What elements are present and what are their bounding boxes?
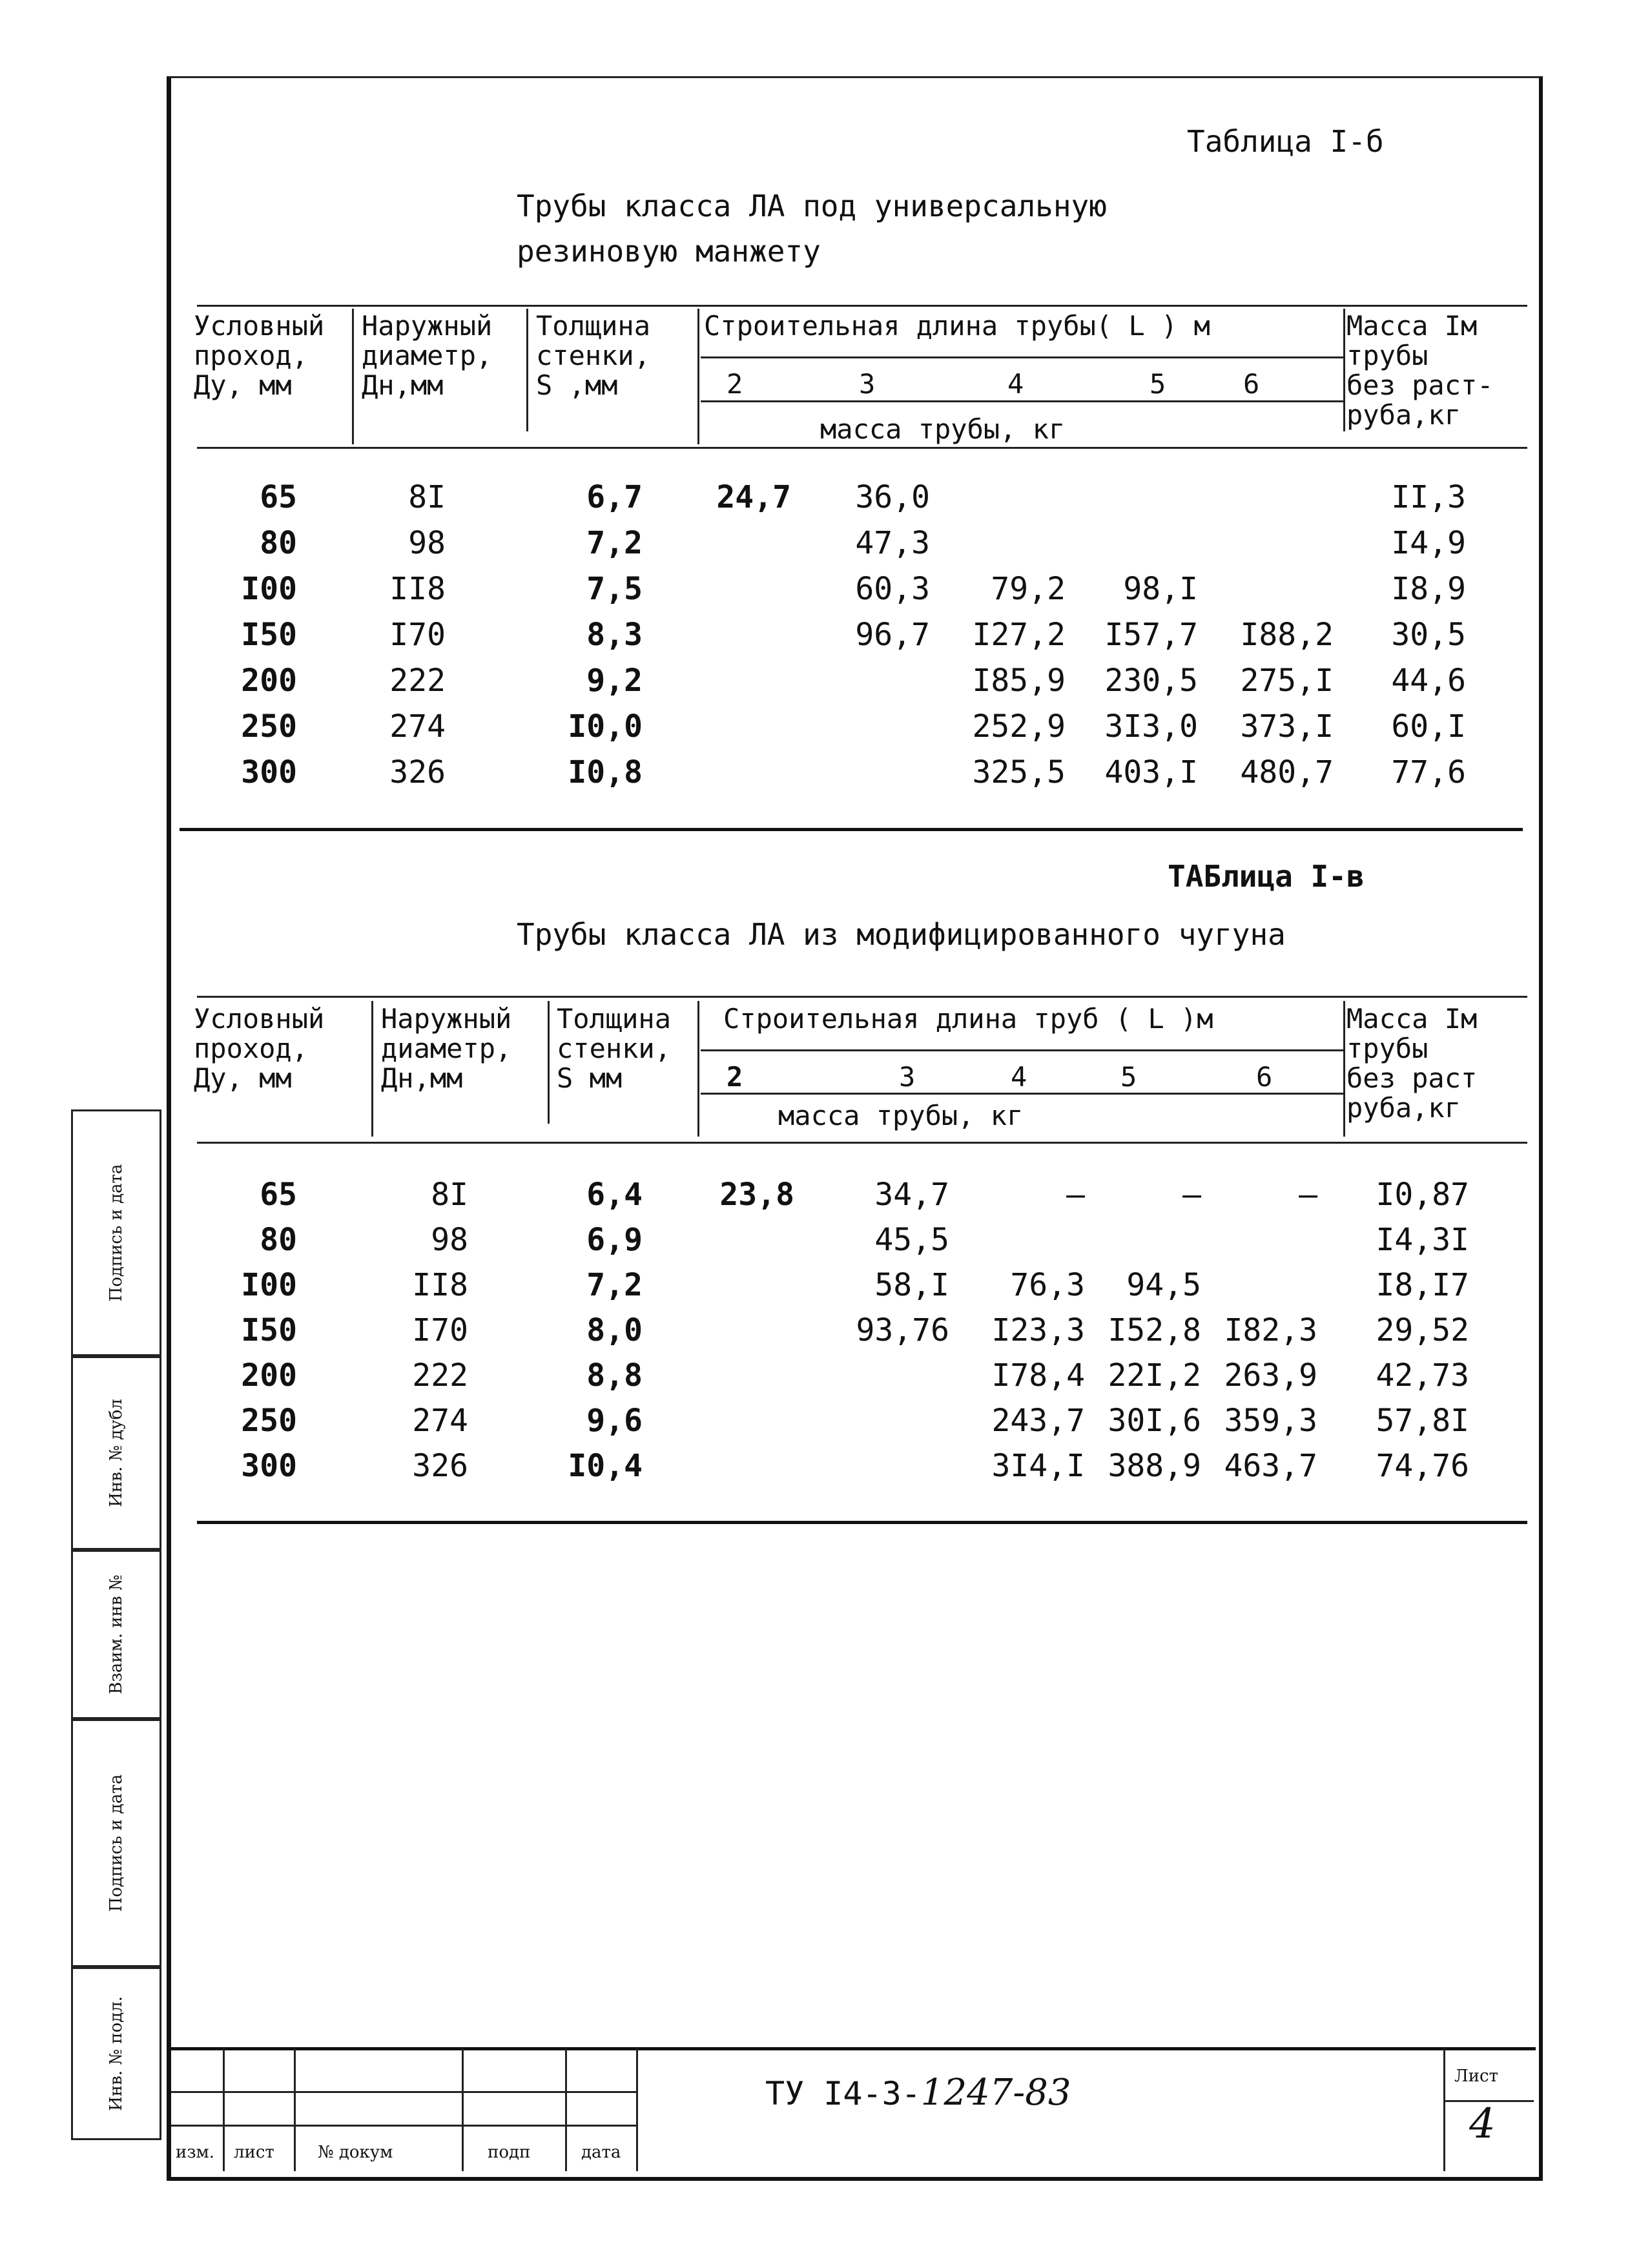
side-stamp-signature-date: Подпись и дата bbox=[71, 1109, 161, 1356]
table1-cell-m: 44,6 bbox=[1391, 663, 1466, 699]
table2-col-divider bbox=[1343, 1001, 1345, 1137]
table2-cell-m: 42,73 bbox=[1376, 1357, 1469, 1394]
table1-cell-du: 65 bbox=[260, 479, 297, 515]
table2-cell-l4: 3I4,I bbox=[991, 1448, 1085, 1484]
table1-col-divider bbox=[1343, 309, 1345, 431]
table1-cell-l3: 60,3 bbox=[855, 571, 930, 607]
table2-cell-l2: 23,8 bbox=[719, 1177, 794, 1213]
table2-col-divider bbox=[371, 1001, 373, 1137]
table2-cell-du: 300 bbox=[241, 1448, 297, 1484]
table1-cell-m: 77,6 bbox=[1391, 754, 1466, 790]
table1-cell-l6: 480,7 bbox=[1240, 754, 1334, 790]
table1-cell-l2: 24,7 bbox=[716, 479, 791, 515]
table1-header-mass-1m: Масса Iм трубы без раст- руба,кг bbox=[1346, 310, 1494, 431]
title-block-divider bbox=[223, 2048, 225, 2171]
side-stamp-vzaim-inv: Взаим. инв № bbox=[71, 1550, 161, 1719]
table2-bottom-rule bbox=[197, 1521, 1527, 1524]
table2-cell-du: I50 bbox=[241, 1312, 297, 1348]
table2-cell-l4: I78,4 bbox=[991, 1357, 1085, 1394]
table1-cell-dn: 222 bbox=[389, 663, 446, 699]
table2-length-rule bbox=[701, 1049, 1343, 1051]
table2-cell-dn: II8 bbox=[412, 1267, 468, 1303]
table2-cell-m: I4,3I bbox=[1376, 1222, 1469, 1258]
table1-cell-l5: 403,I bbox=[1104, 754, 1198, 790]
table2-header-len-3: 3 bbox=[899, 1061, 916, 1093]
table1-col-divider bbox=[526, 309, 528, 431]
table2-col-divider bbox=[548, 1001, 550, 1124]
title-block-label-data: дата bbox=[581, 2143, 621, 2162]
table1-header-mass-sub: масса трубы, кг bbox=[820, 413, 1066, 445]
table2-cell-s: 8,8 bbox=[586, 1357, 643, 1394]
table2-cell-l5: 94,5 bbox=[1126, 1267, 1201, 1303]
table2-cell-dn: 222 bbox=[412, 1357, 468, 1394]
table1-cell-dn: 274 bbox=[389, 708, 446, 745]
table2-cell-du: 65 bbox=[260, 1177, 297, 1213]
side-stamp-inv-podl: Инв. № подл. bbox=[71, 1967, 161, 2140]
table1-cell-du: 200 bbox=[241, 663, 297, 699]
table2-cell-du: 200 bbox=[241, 1357, 297, 1394]
table2-cell-l6: 463,7 bbox=[1224, 1448, 1317, 1484]
table1-cell-du: 250 bbox=[241, 708, 297, 745]
table1-cell-m: II,3 bbox=[1391, 479, 1466, 515]
table2-cell-l4: 76,3 bbox=[1010, 1267, 1085, 1303]
table1-cell-s: 9,2 bbox=[586, 663, 643, 699]
table1-cell-du: 80 bbox=[260, 525, 297, 561]
table1-cell-s: I0,8 bbox=[568, 754, 643, 790]
table2-cell-dn: I70 bbox=[412, 1312, 468, 1348]
table2-cell-m: I8,I7 bbox=[1376, 1267, 1469, 1303]
document-code-handwritten: 1247-83 bbox=[920, 2072, 1071, 2114]
table2-cell-l6: 359,3 bbox=[1224, 1403, 1317, 1439]
table1-cell-l4: 79,2 bbox=[991, 571, 1066, 607]
table1-cell-s: 7,5 bbox=[586, 571, 643, 607]
table1-bottom-rule bbox=[180, 828, 1523, 831]
table2-header-dn: Наружный диаметр, Дн,мм bbox=[381, 1003, 512, 1094]
table2-cell-l6: I82,3 bbox=[1224, 1312, 1317, 1348]
title-block-top-rule bbox=[171, 2047, 1536, 2050]
table2-header-mass-sub: масса трубы, кг bbox=[778, 1100, 1024, 1131]
table1-label: Таблица I-б bbox=[1187, 124, 1384, 159]
table1-cell-l4: 325,5 bbox=[972, 754, 1066, 790]
table2-header-bottom-rule bbox=[197, 1142, 1527, 1144]
table2-cell-l4: I23,3 bbox=[991, 1312, 1085, 1348]
table1-length-rule bbox=[701, 356, 1343, 358]
table2-header-len-5: 5 bbox=[1120, 1061, 1137, 1093]
table2-cell-l4: 243,7 bbox=[991, 1403, 1085, 1439]
table1-header-dn: Наружный диаметр, Дн,мм bbox=[362, 310, 493, 401]
table1-mass-rule bbox=[701, 400, 1343, 402]
table1-cell-s: 6,7 bbox=[586, 479, 643, 515]
table2-cell-l5: 30I,6 bbox=[1108, 1403, 1201, 1439]
table1-cell-s: I0,0 bbox=[568, 708, 643, 745]
side-stamp-inv-dubl: Инв. № дубл bbox=[71, 1356, 161, 1550]
table1-cell-m: 60,I bbox=[1391, 708, 1466, 745]
table2-cell-du: 250 bbox=[241, 1403, 297, 1439]
table2-cell-m: 57,8I bbox=[1376, 1403, 1469, 1439]
table1-header-len-3: 3 bbox=[859, 368, 876, 400]
table2-cell-dn: 326 bbox=[412, 1448, 468, 1484]
table2-header-s: Толщина стенки, S мм bbox=[557, 1003, 672, 1094]
table1-cell-l5: 230,5 bbox=[1104, 663, 1198, 699]
sheet-label: Лист bbox=[1454, 2067, 1498, 2086]
table1-header-s: Толщина стенки, S ,мм bbox=[536, 310, 651, 401]
table2-header-len-6: 6 bbox=[1256, 1061, 1273, 1093]
table1-cell-l6: 275,I bbox=[1240, 663, 1334, 699]
table1-cell-du: I50 bbox=[241, 617, 297, 653]
title-block-divider bbox=[565, 2048, 567, 2171]
table1-cell-m: I8,9 bbox=[1391, 571, 1466, 607]
table1-cell-du: 300 bbox=[241, 754, 297, 790]
table2-cell-m: I0,87 bbox=[1376, 1177, 1469, 1213]
table2-cell-s: 7,2 bbox=[586, 1267, 643, 1303]
table1-cell-l3: 47,3 bbox=[855, 525, 930, 561]
table2-cell-l3: 58,I bbox=[874, 1267, 949, 1303]
table1-cell-l6: 373,I bbox=[1240, 708, 1334, 745]
table1-cell-m: I4,9 bbox=[1391, 525, 1466, 561]
table1-cell-dn: 98 bbox=[408, 525, 446, 561]
title-block-divider bbox=[294, 2048, 296, 2171]
table1-top-rule bbox=[197, 305, 1527, 307]
table1-cell-l4: 252,9 bbox=[972, 708, 1066, 745]
table1-cell-du: I00 bbox=[241, 571, 297, 607]
title-block-label-podp: подп bbox=[488, 2143, 531, 2162]
table1-cell-l5: 3I3,0 bbox=[1104, 708, 1198, 745]
table2-cell-l3: 45,5 bbox=[874, 1222, 949, 1258]
table2-mass-rule bbox=[701, 1093, 1343, 1095]
table2-cell-l5: 388,9 bbox=[1108, 1448, 1201, 1484]
title-block-label-dokum: № докум bbox=[318, 2143, 393, 2162]
table2-cell-s: I0,4 bbox=[568, 1448, 643, 1484]
table1-cell-l5: I57,7 bbox=[1104, 617, 1198, 653]
title-block-label-izm: изм. bbox=[176, 2143, 214, 2162]
table2-header-length-title: Строительная длина труб ( L )м bbox=[723, 1003, 1213, 1035]
document-code bbox=[765, 2072, 1071, 2114]
table1-cell-m: 30,5 bbox=[1391, 617, 1466, 653]
table1-cell-s: 8,3 bbox=[586, 617, 643, 653]
table1-header-bottom-rule bbox=[197, 447, 1527, 449]
table2-cell-dn: 98 bbox=[431, 1222, 468, 1258]
table2-cell-dn: 8I bbox=[431, 1177, 468, 1213]
table2-cell-s: 8,0 bbox=[586, 1312, 643, 1348]
side-stamp-signature-date-2: Подпись и дата bbox=[71, 1719, 161, 1967]
table1-title-line2: резиновую манжету bbox=[517, 234, 821, 269]
table2-cell-l6: – bbox=[1299, 1177, 1317, 1213]
table2-cell-l5: I52,8 bbox=[1108, 1312, 1201, 1348]
title-block-divider bbox=[636, 2048, 638, 2171]
table1-header-len-4: 4 bbox=[1007, 368, 1024, 400]
table1-cell-l5: 98,I bbox=[1123, 571, 1198, 607]
table2-col-divider bbox=[697, 1001, 699, 1137]
table2-cell-l3: 93,76 bbox=[856, 1312, 949, 1348]
table1-header-len-2: 2 bbox=[727, 368, 743, 400]
table2-cell-du: 80 bbox=[260, 1222, 297, 1258]
table2-header-mass-1m: Масса Iм трубы без раст руба,кг bbox=[1346, 1003, 1478, 1124]
table2-cell-m: 29,52 bbox=[1376, 1312, 1469, 1348]
table2-top-rule bbox=[197, 996, 1527, 998]
table2-cell-l3: 34,7 bbox=[874, 1177, 949, 1213]
table2-cell-l6: 263,9 bbox=[1224, 1357, 1317, 1394]
table2-label: ТАБлица I-в bbox=[1168, 859, 1365, 894]
table1-cell-dn: 326 bbox=[389, 754, 446, 790]
title-block-label-list: лист bbox=[234, 2143, 274, 2162]
table2-cell-l4: – bbox=[1066, 1177, 1085, 1213]
title-block-divider bbox=[1443, 2048, 1445, 2171]
table1-col-divider bbox=[352, 309, 354, 444]
table1-cell-l3: 36,0 bbox=[855, 479, 930, 515]
table2-cell-s: 9,6 bbox=[586, 1403, 643, 1439]
table1-cell-l6: I88,2 bbox=[1240, 617, 1334, 653]
table1-header-du: Условный проход, Ду, мм bbox=[194, 310, 325, 401]
table2-cell-s: 6,9 bbox=[586, 1222, 643, 1258]
table2-header-len-2: 2 bbox=[727, 1061, 743, 1093]
table1-header-len-5: 5 bbox=[1150, 368, 1166, 400]
table1-cell-l3: 96,7 bbox=[855, 617, 930, 653]
table2-cell-du: I00 bbox=[241, 1267, 297, 1303]
table1-title-line1: Трубы класса ЛА под универсальную bbox=[517, 189, 1107, 223]
table1-cell-l4: I85,9 bbox=[972, 663, 1066, 699]
table2-cell-s: 6,4 bbox=[586, 1177, 643, 1213]
table2-title: Трубы класса ЛА из модифицированного чугуна bbox=[517, 917, 1286, 952]
table1-cell-dn: I70 bbox=[389, 617, 446, 653]
table2-cell-dn: 274 bbox=[412, 1403, 468, 1439]
sheet-number: 4 bbox=[1469, 2100, 1496, 2148]
table2-cell-l5: – bbox=[1182, 1177, 1201, 1213]
document-code-printed: ТУ I4-3- bbox=[765, 2075, 921, 2112]
table2-header-du: Условный проход, Ду, мм bbox=[194, 1003, 325, 1094]
table1-cell-dn: II8 bbox=[389, 571, 446, 607]
table1-header-length-title: Строительная длина трубы( L ) м bbox=[704, 310, 1210, 342]
table1-cell-dn: 8I bbox=[408, 479, 446, 515]
table1-cell-l4: I27,2 bbox=[972, 617, 1066, 653]
title-block-divider bbox=[462, 2048, 464, 2171]
table1-col-divider bbox=[697, 309, 699, 444]
table1-header-len-6: 6 bbox=[1243, 368, 1260, 400]
table2-header-len-4: 4 bbox=[1011, 1061, 1027, 1093]
table2-cell-l5: 22I,2 bbox=[1108, 1357, 1201, 1394]
table2-cell-m: 74,76 bbox=[1376, 1448, 1469, 1484]
table1-cell-s: 7,2 bbox=[586, 525, 643, 561]
